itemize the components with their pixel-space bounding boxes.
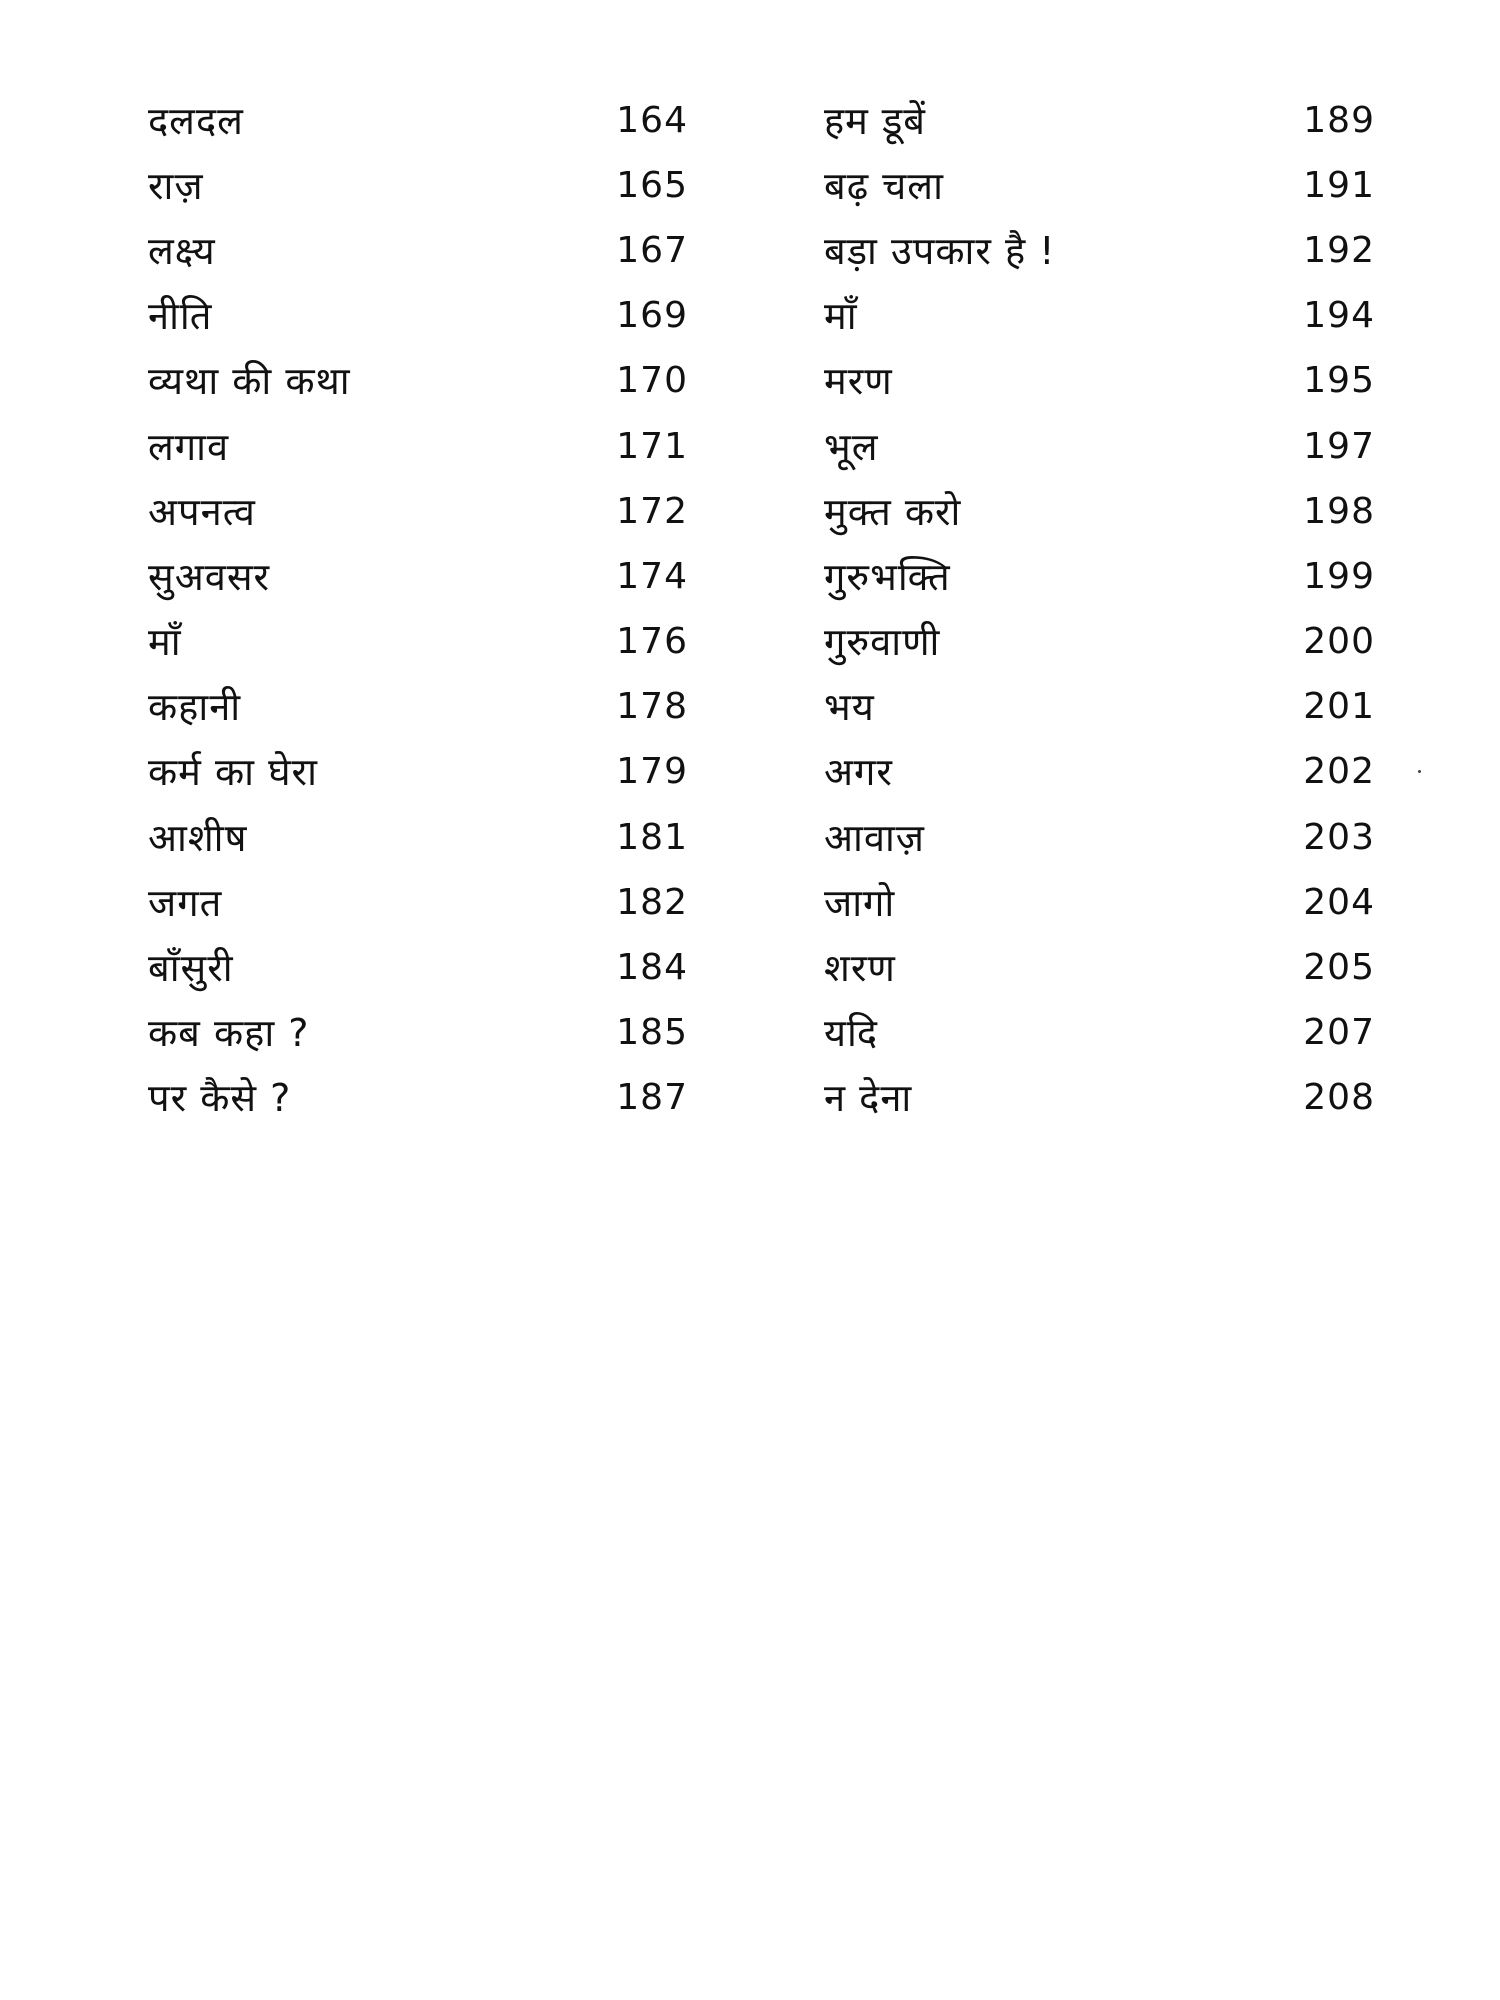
toc-entry xyxy=(148,1001,708,1066)
toc-entry xyxy=(824,610,1384,675)
toc-entry-title: भूल xyxy=(824,424,879,469)
toc-entry-title: जगत xyxy=(148,880,223,925)
toc-entry-title: माँ xyxy=(148,620,182,665)
toc-entry-page: 167 xyxy=(616,229,688,271)
toc-entry-page: 195 xyxy=(1303,360,1375,402)
toc-entry-page: 176 xyxy=(616,621,688,663)
toc-entry xyxy=(148,153,708,218)
toc-right-column xyxy=(824,88,1384,1131)
toc-entry-page: 208 xyxy=(1303,1077,1375,1119)
toc-entry xyxy=(148,805,708,870)
toc-entry xyxy=(824,1066,1384,1131)
toc-entry-page: 174 xyxy=(616,555,688,597)
toc-entry xyxy=(824,805,1384,870)
toc-entry xyxy=(148,284,708,349)
toc-entry-title: यदि xyxy=(824,1011,879,1056)
toc-entry-title: दलदल xyxy=(148,98,244,143)
toc-entry xyxy=(824,153,1384,218)
toc-entry-title: बढ़ चला xyxy=(824,163,944,208)
toc-entry-page: 189 xyxy=(1303,99,1375,141)
toc-entry-page: 202 xyxy=(1303,751,1375,793)
toc-entry xyxy=(148,544,708,609)
toc-entry-title: गुरुभक्ति xyxy=(824,554,951,599)
toc-entry-title: न देना xyxy=(824,1076,913,1121)
toc-entry xyxy=(824,870,1384,935)
toc-entry xyxy=(148,740,708,805)
toc-entry-title: मुक्त करो xyxy=(824,489,962,534)
toc-entry xyxy=(824,1001,1384,1066)
toc-entry-page: 170 xyxy=(616,360,688,402)
toc-entry-title: बाँसुरी xyxy=(148,946,234,991)
toc-entry-page: 182 xyxy=(616,881,688,923)
toc-entry-page: 165 xyxy=(616,164,688,206)
toc-entry xyxy=(148,935,708,1000)
toc-entry-page: 197 xyxy=(1303,425,1375,467)
toc-entry-title: कर्म का घेरा xyxy=(148,750,318,795)
toc-entry-page: 199 xyxy=(1303,555,1375,597)
toc-entry xyxy=(148,414,708,479)
toc-entry-page: 172 xyxy=(616,490,688,532)
toc-entry-page: 171 xyxy=(616,425,688,467)
toc-entry-page: 194 xyxy=(1303,295,1375,337)
toc-entry-page: 184 xyxy=(616,947,688,989)
toc-entry-title: आशीष xyxy=(148,815,248,860)
toc-entry xyxy=(148,88,708,153)
toc-entry-title: माँ xyxy=(824,294,858,339)
toc-entry-title: आवाज़ xyxy=(824,815,926,860)
scan-speck xyxy=(1418,770,1421,773)
toc-entry-title: व्यथा की कथा xyxy=(148,359,351,404)
toc-left-column xyxy=(148,88,708,1131)
toc-entry-title: राज़ xyxy=(148,163,204,208)
toc-entry-title: शरण xyxy=(824,946,896,991)
toc-entry xyxy=(824,479,1384,544)
toc-entry-title: लगाव xyxy=(148,424,230,469)
toc-entry-page: 201 xyxy=(1303,686,1375,728)
toc-entry-title: नीति xyxy=(148,294,213,339)
toc-entry xyxy=(824,88,1384,153)
toc-entry-page: 185 xyxy=(616,1012,688,1054)
toc-entry-page: 203 xyxy=(1303,816,1375,858)
toc-entry-page: 191 xyxy=(1303,164,1375,206)
toc-entry xyxy=(148,870,708,935)
toc-entry xyxy=(148,479,708,544)
toc-entry-page: 169 xyxy=(616,295,688,337)
toc-entry-page: 200 xyxy=(1303,621,1375,663)
toc-entry-page: 207 xyxy=(1303,1012,1375,1054)
toc-entry-title: सुअवसर xyxy=(148,554,271,599)
toc-entry xyxy=(824,740,1384,805)
toc-entry xyxy=(148,349,708,414)
toc-entry-page: 205 xyxy=(1303,947,1375,989)
toc-entry-title: भय xyxy=(824,685,875,730)
toc-entry-title: हम डूबें xyxy=(824,98,927,143)
toc-entry-title: गुरुवाणी xyxy=(824,620,941,665)
toc-entry-page: 164 xyxy=(616,99,688,141)
toc-entry xyxy=(824,349,1384,414)
toc-entry xyxy=(148,1066,708,1131)
toc-entry xyxy=(148,610,708,675)
toc-entry-page: 181 xyxy=(616,816,688,858)
toc-entry-title: बड़ा उपकार है ! xyxy=(824,228,1056,273)
toc-entry xyxy=(824,218,1384,283)
toc-entry-page: 198 xyxy=(1303,490,1375,532)
toc-entry-title: जागो xyxy=(824,880,896,925)
toc-entry-page: 187 xyxy=(616,1077,688,1119)
toc-entry xyxy=(824,675,1384,740)
toc-entry xyxy=(148,675,708,740)
toc-entry xyxy=(824,935,1384,1000)
toc-entry xyxy=(148,218,708,283)
toc-entry-page: 204 xyxy=(1303,881,1375,923)
toc-entry-title: अगर xyxy=(824,750,893,795)
toc-entry-page: 192 xyxy=(1303,229,1375,271)
toc-entry-title: पर कैसे ? xyxy=(148,1076,292,1121)
toc-entry xyxy=(824,544,1384,609)
toc-entry-title: मरण xyxy=(824,359,893,404)
toc-entry-page: 178 xyxy=(616,686,688,728)
toc-entry xyxy=(824,414,1384,479)
toc-entry xyxy=(824,284,1384,349)
toc-entry-title: कब कहा ? xyxy=(148,1011,310,1056)
toc-entry-title: लक्ष्य xyxy=(148,228,216,273)
toc-entry-page: 179 xyxy=(616,751,688,793)
toc-entry-title: अपनत्व xyxy=(148,489,256,534)
toc-entry-title: कहानी xyxy=(148,685,242,730)
